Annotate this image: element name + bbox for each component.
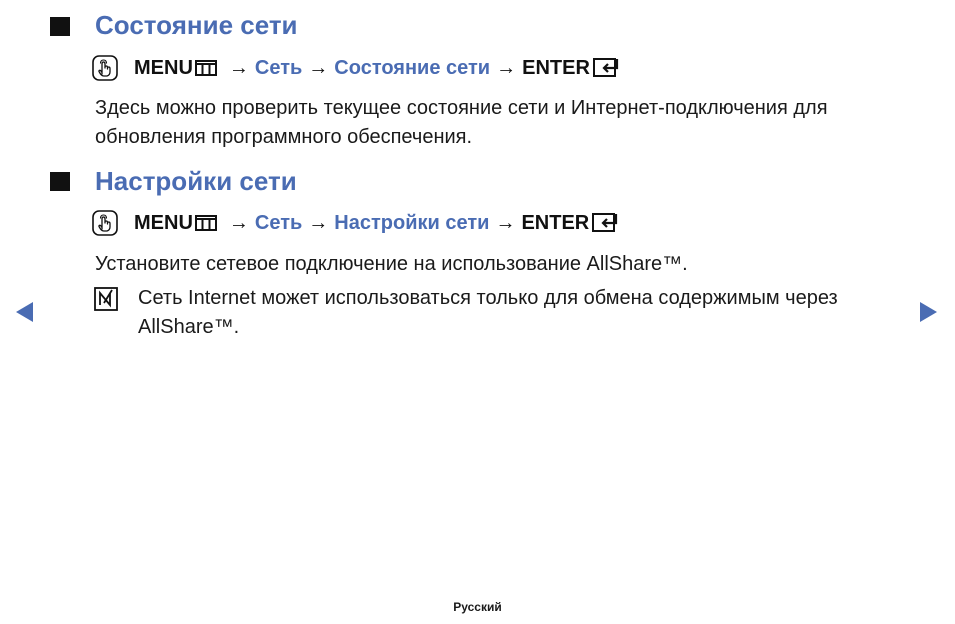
path-arrow: →	[308, 211, 329, 234]
note-icon	[94, 287, 118, 311]
menu-label: MENU	[134, 56, 193, 79]
path-arrow: →	[228, 56, 249, 79]
menu-path	[92, 54, 620, 82]
path-arrow: →	[308, 56, 329, 79]
section-title: Состояние сети	[95, 10, 298, 40]
path-step-network-settings[interactable]: Настройки сети	[334, 211, 490, 234]
previous-page-arrow-icon[interactable]	[14, 300, 34, 324]
touch-hand-icon	[92, 210, 118, 236]
menu-icon	[195, 59, 217, 77]
section-description: Установите сетевое подключение на использование AllShare™.	[95, 253, 688, 275]
path-step-network[interactable]: Сеть	[254, 211, 303, 234]
path-arrow: →	[495, 211, 516, 234]
path-arrow: →	[496, 56, 517, 79]
note-text: Сеть Internet может использоваться только для обмена содержимым через AllShare™.	[138, 287, 838, 338]
enter-label: ENTER	[522, 56, 590, 79]
next-page-arrow-icon[interactable]	[919, 300, 939, 324]
menu-icon	[195, 214, 217, 232]
enter-icon	[591, 212, 619, 234]
section-bullet	[50, 172, 70, 191]
section-description: Здесь можно проверить текущее состояние сети и Интернет-подключения для обновления программного обеспечения.	[95, 97, 828, 148]
menu-label: MENU	[134, 211, 193, 234]
section-title: Настройки сети	[95, 166, 297, 196]
path-step-network[interactable]: Сеть	[254, 56, 303, 79]
menu-path	[92, 209, 619, 237]
footer-language: Русский	[453, 600, 502, 614]
touch-hand-icon	[92, 55, 118, 81]
path-step-network-status[interactable]: Состояние сети	[334, 56, 491, 79]
enter-label: ENTER	[521, 211, 590, 234]
path-arrow: →	[228, 211, 249, 234]
enter-icon	[592, 57, 620, 79]
section-bullet	[50, 17, 70, 36]
